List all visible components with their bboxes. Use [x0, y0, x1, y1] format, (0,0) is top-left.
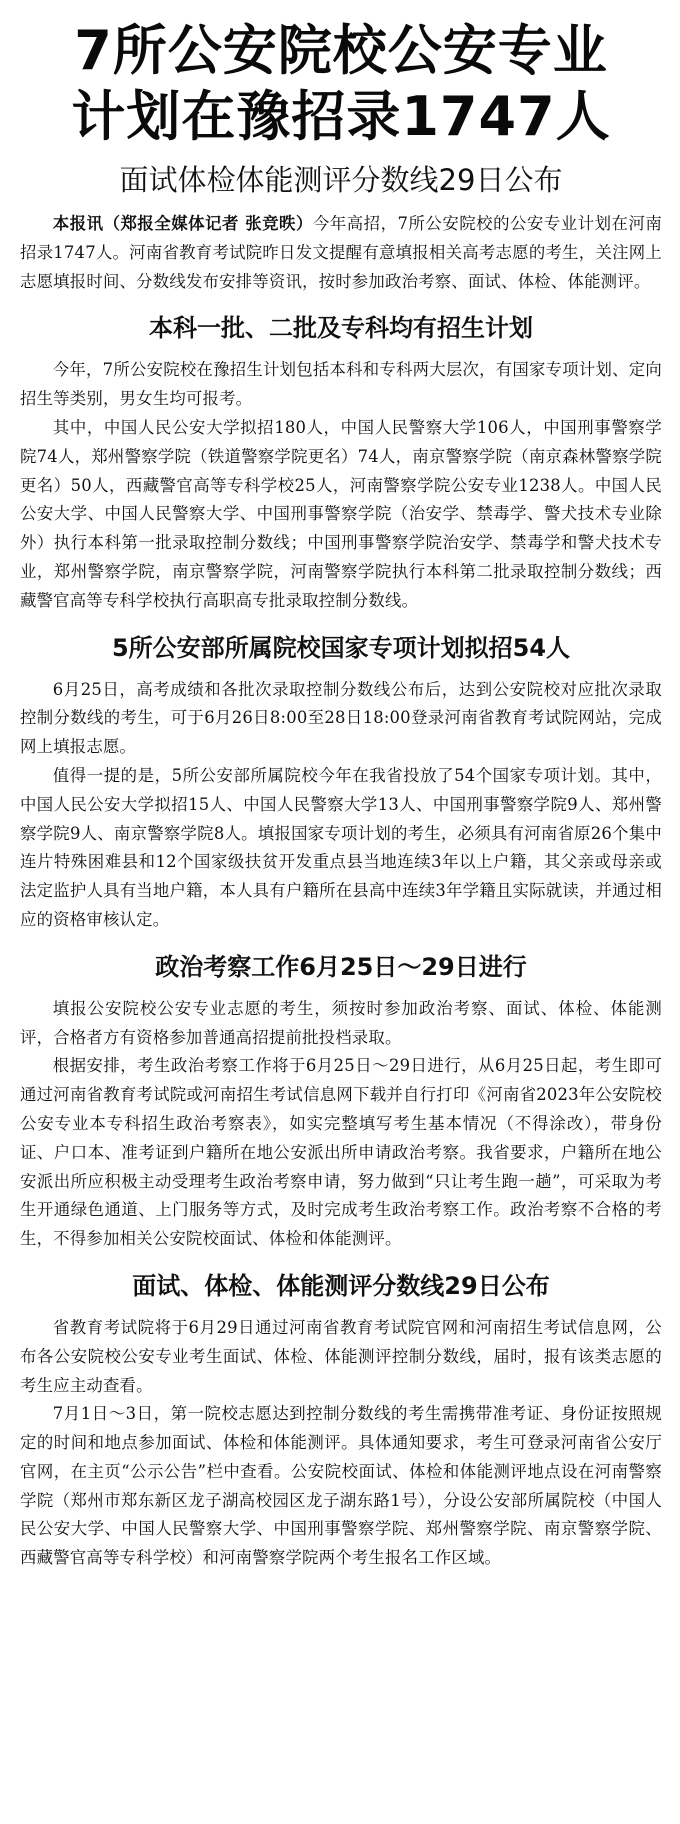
- section-title-plans: 本科一批、二批及专科均有招生计划: [149, 314, 533, 343]
- section-paragraph: 今年，7所公安院校在豫招生计划包括本科和专科两大层次，有国家专项计划、定向招生等类别，男女生均可报考。: [20, 360, 662, 409]
- headline-line-2: 计划在豫招录1747人: [71, 85, 611, 148]
- section-title-interview-scores: 面试、体检、体能测评分数线29日公布: [132, 1271, 550, 1300]
- headline-line-1: 7所公安院校公安专业: [74, 19, 608, 82]
- subheadline: 面试体检体能测评分数线29日公布: [119, 163, 563, 197]
- section-paragraph: 其中，中国人民公安大学拟招180人，中国人民警察大学106人，中国刑事警察学院74人，郑州警察学院（铁道警察学院更名）74人，南京警察学院（南京森林警察学院更名）50人，西藏警官高等专科学校25人，河南警察学院公安专业1238人。中国人民公安大学、中国人民警察大学、中国刑事警察学院（治安学、禁毒学、警犬技术专业除外）执行本科第一批录取控制分数线；中国刑事警察学院治安学、禁毒学和警犬技术专业，郑州警察学院，南京警察学院，河南警察学院执行本科第二批录取控制分数线；西藏警官高等专科学校执行高职高专批录取控制分数线。: [20, 417, 662, 610]
- section-title-political-review: 政治考察工作6月25日～29日进行: [155, 952, 527, 981]
- lead-text: 今年高招，7所公安院校的公安专业计划在河南招录1747人。河南省教育考试院昨日发文提醒有意填报相关高考志愿的考生，关注网上志愿填报时间、分数线发布安排等资讯，按时参加政治考察、面试、体检、体能测评。: [20, 214, 662, 291]
- section-paragraph: 7月1日～3日，第一院校志愿达到控制分数线的考生需携带准考证、身份证按照规定的时间和地点参加面试、体检和体能测评。具体通知要求，考生可登录河南省公安厅官网，在主页“公示公告”栏中查看。公安院校面试、体检和体能测评地点设在河南警察学院（郑州市郑东新区龙子湖高校园区龙子湖东路1号），分设公安部所属院校（中国人民公安大学、中国人民警察大学、中国刑事警察学院、郑州警察学院、南京警察学院、西藏警官高等专科学校）和河南警察学院两个考生报名工作区域。: [20, 1404, 662, 1568]
- lead-label: 本报讯（郑报全媒体记者 张竞昳）: [52, 214, 313, 233]
- section-paragraph: 根据安排，考生政治考察工作将于6月25日～29日进行，从6月25日起，考生即可通过河南省教育考试院或河南招生考试信息网下载并自行打印《河南省2023年公安院校公安专业本专科招生政治考察表》，如实完整填写考生基本情况（不得涂改），带身份证、户口本、准考证到户籍所在地公安派出所申请政治考察。我省要求，户籍所在地公安派出所应积极主动受理考生政治考察申请，努力做到“只让考生跑一趟”，可采取为考生开通绿色通道、上门服务等方式，及时完成考生政治考察工作。政治考察不合格的考生，不得参加相关公安院校面试、体检和体能测评。: [20, 1056, 662, 1249]
- section-paragraph: 6月25日，高考成绩和各批次录取控制分数线公布后，达到公安院校对应批次录取控制分数线的考生，可于6月26日8:00至28日18:00登录河南省教育考试院网站，完成网上填报志愿。: [20, 679, 662, 757]
- section-paragraph: 填报公安院校公安专业志愿的考生，须按时参加政治考察、面试、体检、体能测评，合格者方有资格参加普通高招提前批投档录取。: [20, 998, 662, 1047]
- section-title-special-plan: 5所公安部所属院校国家专项计划拟招54人: [111, 633, 571, 662]
- headline: [20, 18, 662, 150]
- section-paragraph: 值得一提的是，5所公安部所属院校今年在我省投放了54个国家专项计划。其中，中国人民公安大学拟招15人、中国人民警察大学13人、中国刑事警察学院9人、郑州警察学院9人、南京警察学院8人。填报国家专项计划的考生，必须具有河南省原26个集中连片特殊困难县和12个国家级扶贫开发重点县当地连续3年以上户籍，其父亲或母亲或法定监护人具有当地户籍，本人具有户籍所在县高中连续3年学籍且实际就读，并通过相应的资格审核认定。: [20, 765, 662, 929]
- lead-paragraph: [20, 210, 662, 296]
- section-paragraph: 省教育考试院将于6月29日通过河南省教育考试院官网和河南招生考试信息网，公布各公安院校公安专业考生面试、体检、体能测评控制分数线，届时，报有该类志愿的考生应主动查看。: [20, 1317, 662, 1395]
